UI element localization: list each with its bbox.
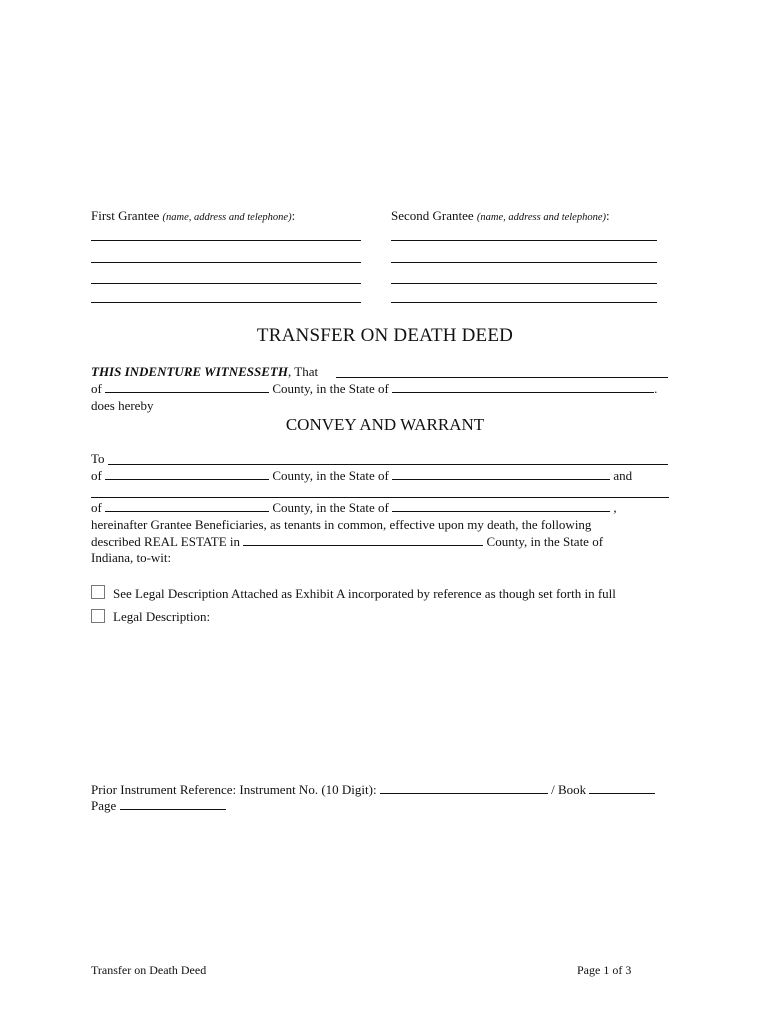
county-state-label: County, in the State of [272,381,389,396]
grantor-state-blank[interactable] [392,381,654,393]
convey-heading: CONVEY AND WARRANT [285,415,485,434]
prior-instrument-label: Prior Instrument Reference: Instrument No. (10 Digit): [91,782,377,797]
first-grantee-line-4[interactable] [91,302,361,303]
grantee-beneficiary-blank[interactable] [108,464,668,465]
first-grantee-hint: (name, address and telephone) [162,212,292,223]
second-grantee-line-2[interactable] [391,262,657,263]
footer-page-number: Page 1 of 3 [577,963,632,977]
county-state-label-3: County, in the State of [272,500,389,515]
witness-line [91,364,318,380]
second-grantee-line-1[interactable] [391,240,657,241]
grantor-county-line [91,381,657,397]
beneficiaries-text: hereinafter Grantee Beneficiaries, as tenants in common, effective upon my death, the following [91,517,592,532]
described-prefix: described REAL ESTATE in [91,534,241,549]
book-label: / Book [551,782,587,797]
indiana-to-wit: Indiana, to-wit: [91,550,172,565]
first-grantee-label: First Grantee (name, address and telephone): [91,208,296,223]
footer-left: Transfer on Death Deed [91,963,207,977]
grantor-name-blank[interactable] [336,377,668,378]
beneficiary-state-blank-1[interactable] [392,468,610,480]
period: . [654,381,658,396]
prior-instrument-line [91,782,655,798]
first-grantee-title: First Grantee [91,208,160,223]
of-label-3: of [91,500,102,515]
beneficiary-county-blank-2[interactable] [105,500,269,512]
legal-description-label: Legal Description: [113,609,211,624]
witness-that: , That [287,364,319,379]
county-state-label-2: County, in the State of [272,468,389,483]
real-estate-county-blank[interactable] [243,534,483,546]
second-grantee-line-4[interactable] [391,302,657,303]
legal-description-checkbox[interactable] [91,609,105,623]
beneficiary-state-blank-2[interactable] [392,500,610,512]
second-grantee-line-3[interactable] [391,283,657,284]
page-ref-line [91,798,226,814]
instrument-number-blank[interactable] [380,782,548,794]
page-label: Page [91,798,117,813]
second-grantee-hint: (name, address and telephone) [476,212,607,223]
exhibit-a-label: See Legal Description Attached as Exhibit A incorporated by reference as though set forth in full [113,586,616,601]
page-title: TRANSFER ON DEATH DEED [256,325,514,346]
first-grantee-line-1[interactable] [91,240,361,241]
witness-lead: THIS INDENTURE WITNESSETH [91,364,288,379]
comma: , [613,500,617,515]
grantor-county-blank[interactable] [105,381,269,393]
exhibit-a-checkbox[interactable] [91,585,105,599]
and-label: and [613,468,633,483]
beneficiary-county-line-2 [91,500,617,516]
second-grantee-label: Second Grantee (name, address and telephone): [391,208,610,223]
does-hereby: does hereby [91,398,154,413]
second-beneficiary-blank[interactable] [91,497,669,498]
described-real-estate-line [91,534,603,550]
beneficiary-county-blank-1[interactable] [105,468,269,480]
first-grantee-line-2[interactable] [91,262,361,263]
described-suffix: County, in the State of [486,534,604,549]
of-label: of [91,381,102,396]
beneficiary-county-line-1 [91,468,632,484]
first-grantee-line-3[interactable] [91,283,361,284]
book-blank[interactable] [589,782,655,794]
to-label: To [91,451,105,466]
second-grantee-title: Second Grantee [391,208,474,223]
of-label-2: of [91,468,102,483]
page-blank[interactable] [120,798,226,810]
